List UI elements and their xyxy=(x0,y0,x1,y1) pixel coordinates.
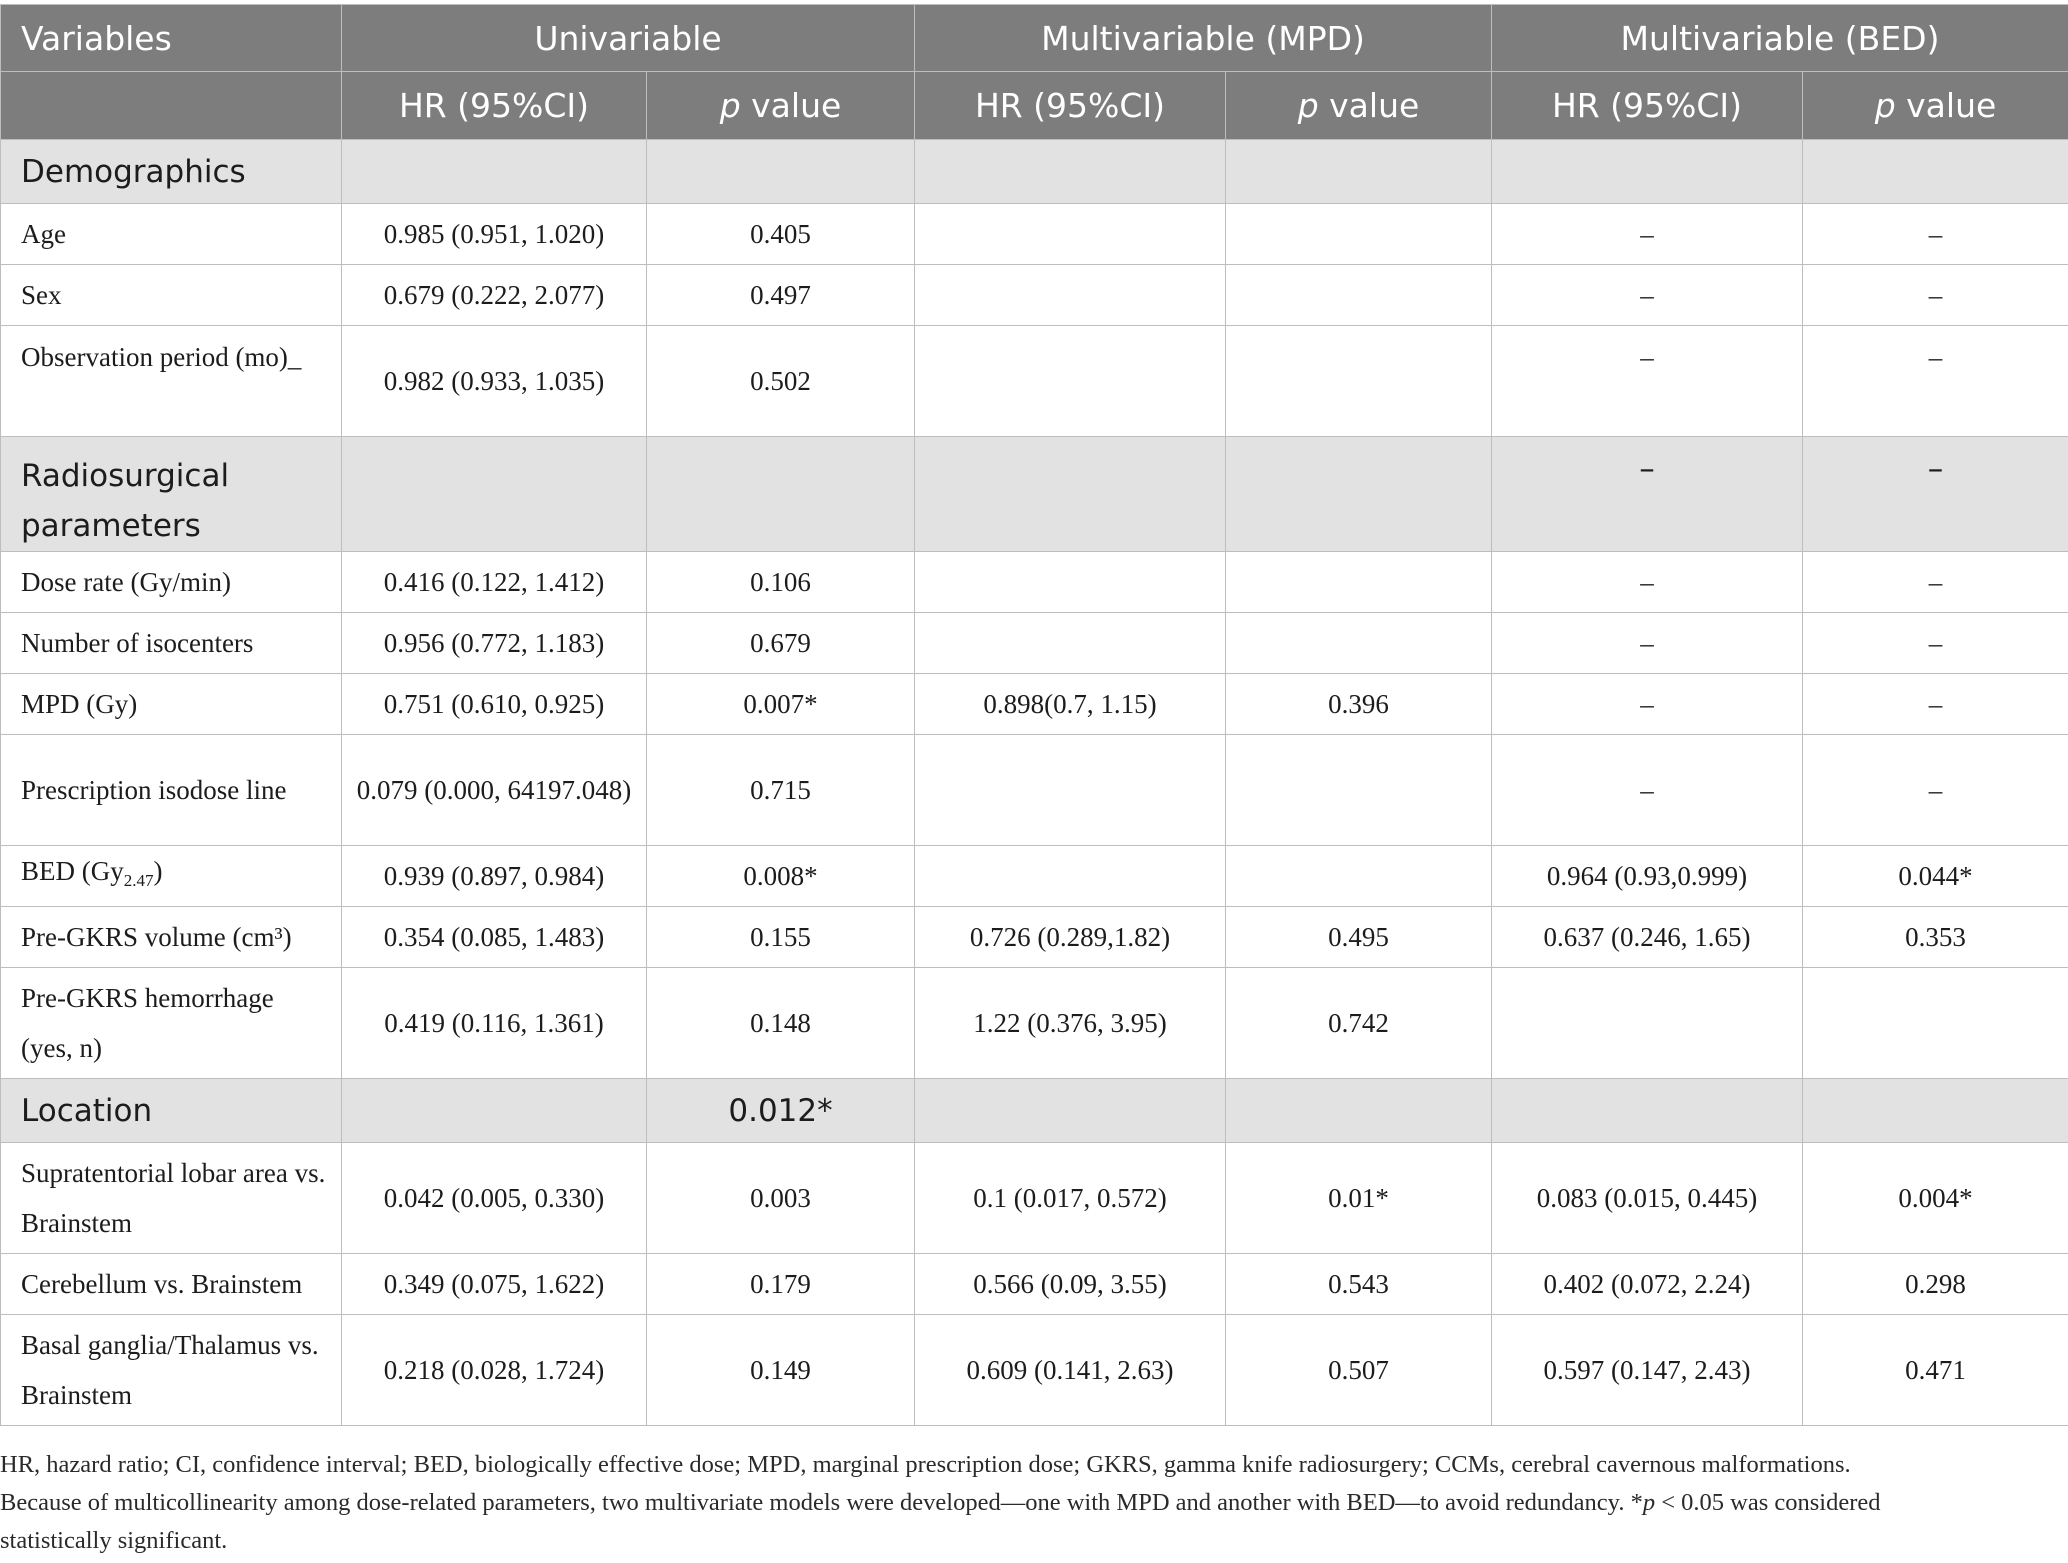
mpd-p-cell: 0.543 xyxy=(1226,1254,1492,1315)
mpd-p-cell xyxy=(1226,613,1492,674)
mpd-hr-cell xyxy=(915,735,1226,846)
uni-p-cell: 0.003 xyxy=(647,1143,915,1254)
bed-hr-cell: – xyxy=(1492,265,1803,326)
header-row-stats xyxy=(1,72,2068,140)
uni-hr-cell: 0.939 (0.897, 0.984) xyxy=(342,846,647,907)
table-row-mpd xyxy=(1,674,2068,735)
mpd-hr-cell: 0.609 (0.141, 2.63) xyxy=(915,1315,1226,1426)
row-label: Prescription isodose line xyxy=(1,735,342,846)
header-mpd-hr: HR (95%CI) xyxy=(915,72,1226,140)
uni-p-cell: 0.715 xyxy=(647,735,915,846)
bed-p-cell: 0.353 xyxy=(1803,907,2068,968)
table-row-basal-ganglia xyxy=(1,1315,2068,1426)
row-label: BED $(Gy_{2.47})$ xyxy=(1,846,342,907)
uni-p-cell: 0.497 xyxy=(647,265,915,326)
header-mpd-p: p value xyxy=(1226,72,1492,140)
footnote-abbreviations: HR, hazard ratio; CI, confidence interval; BED, biologically effective dose; MPD, marginal prescription dose; GKRS, gamma knife radiosurgery; CCMs, cerebral cavernous malformations. xyxy=(0,1451,1851,1478)
bed-hr-cell: – xyxy=(1492,326,1803,437)
mpd-p-cell xyxy=(1226,735,1492,846)
uni-hr-cell: 0.218 (0.028, 1.724) xyxy=(342,1315,647,1426)
row-label: MPD (Gy) xyxy=(1,674,342,735)
mpd-hr-cell: 0.726 (0.289,1.82) xyxy=(915,907,1226,968)
bed-hr-cell: – xyxy=(1492,204,1803,265)
bed-p-cell: – xyxy=(1803,265,2068,326)
header-uni-hr: HR (95%CI) xyxy=(342,72,647,140)
table-row-dose-rate xyxy=(1,552,2068,613)
mpd-hr-cell xyxy=(915,326,1226,437)
bed-hr-cell: – xyxy=(1492,613,1803,674)
mpd-hr-cell xyxy=(915,204,1226,265)
header-bed-hr: HR (95%CI) xyxy=(1492,72,1803,140)
row-label: Age xyxy=(1,204,342,265)
bed-p-cell: – xyxy=(1803,613,2068,674)
table-footnote xyxy=(0,1446,2060,1560)
header-variables: Variables xyxy=(1,5,342,72)
uni-hr-cell: 0.751 (0.610, 0.925) xyxy=(342,674,647,735)
row-label: Number of isocenters xyxy=(1,613,342,674)
row-label: Dose rate (Gy/min) xyxy=(1,552,342,613)
bed-p-cell: – xyxy=(1803,674,2068,735)
mpd-hr-cell xyxy=(915,613,1226,674)
table-row-cerebellum xyxy=(1,1254,2068,1315)
uni-p-cell: 0.149 xyxy=(647,1315,915,1426)
bed-hr-cell: 0.597 (0.147, 2.43) xyxy=(1492,1315,1803,1426)
cox-regression-table xyxy=(0,4,2068,1426)
table-row-supratentorial xyxy=(1,1143,2068,1254)
mpd-p-cell xyxy=(1226,204,1492,265)
section-label: Demographics xyxy=(1,140,342,204)
mpd-hr-cell xyxy=(915,265,1226,326)
bed-hr-cell: 0.402 (0.072, 2.24) xyxy=(1492,1254,1803,1315)
mpd-p-cell: 0.742 xyxy=(1226,968,1492,1079)
mpd-p-cell: 0.396 xyxy=(1226,674,1492,735)
uni-hr-cell: 0.985 (0.951, 1.020) xyxy=(342,204,647,265)
mpd-hr-cell: 0.1 (0.017, 0.572) xyxy=(915,1143,1226,1254)
mpd-p-cell: 0.01* xyxy=(1226,1143,1492,1254)
table-row-bed xyxy=(1,846,2068,907)
uni-p-cell: 0.155 xyxy=(647,907,915,968)
uni-p-cell: 0.012* xyxy=(647,1079,915,1143)
uni-p-cell: 0.148 xyxy=(647,968,915,1079)
bed-hr-cell: 0.083 (0.015, 0.445) xyxy=(1492,1143,1803,1254)
mpd-hr-cell: 0.566 (0.09, 3.55) xyxy=(915,1254,1226,1315)
header-row-groups xyxy=(1,5,2068,72)
bed-p-cell: – xyxy=(1803,326,2068,437)
bed-hr-cell: 0.964 (0.93,0.999) xyxy=(1492,846,1803,907)
bed-p-cell: 0.471 xyxy=(1803,1315,2068,1426)
row-label: Supratentorial lobar area vs. Brainstem xyxy=(1,1143,342,1254)
header-uni-p: p value xyxy=(647,72,915,140)
mpd-hr-cell xyxy=(915,846,1226,907)
mpd-p-cell xyxy=(1226,326,1492,437)
mpd-p-cell xyxy=(1226,265,1492,326)
results-table-container xyxy=(0,4,2068,1426)
mpd-p-cell: 0.495 xyxy=(1226,907,1492,968)
section-location xyxy=(1,1079,2068,1143)
table-row-age xyxy=(1,204,2068,265)
mpd-p-cell: 0.507 xyxy=(1226,1315,1492,1426)
bed-hr-cell: – xyxy=(1492,735,1803,846)
uni-p-cell: 0.405 xyxy=(647,204,915,265)
header-empty xyxy=(1,72,342,140)
uni-p-cell: 0.008* xyxy=(647,846,915,907)
uni-hr-cell: 0.419 (0.116, 1.361) xyxy=(342,968,647,1079)
row-label: Basal ganglia/Thalamus vs. Brainstem xyxy=(1,1315,342,1426)
table-row-hemorrhage xyxy=(1,968,2068,1079)
section-label: Radiosurgical parameters xyxy=(1,437,342,552)
uni-p-cell: 0.106 xyxy=(647,552,915,613)
header-univariable: Univariable xyxy=(342,5,915,72)
bed-p-cell: 0.298 xyxy=(1803,1254,2068,1315)
mpd-p-cell xyxy=(1226,552,1492,613)
bed-hr-cell: – xyxy=(1492,674,1803,735)
bed-hr-cell: – xyxy=(1492,437,1803,552)
header-bed-p: p value xyxy=(1803,72,2068,140)
uni-hr-cell: 0.354 (0.085, 1.483) xyxy=(342,907,647,968)
row-label: Pre-GKRS hemorrhage (yes, n) xyxy=(1,968,342,1079)
table-row-volume xyxy=(1,907,2068,968)
uni-hr-cell: 0.679 (0.222, 2.077) xyxy=(342,265,647,326)
uni-hr-cell: 0.349 (0.075, 1.622) xyxy=(342,1254,647,1315)
uni-p-cell: 0.502 xyxy=(647,326,915,437)
mpd-hr-cell: 0.898(0.7, 1.15) xyxy=(915,674,1226,735)
uni-hr-cell: 0.956 (0.772, 1.183) xyxy=(342,613,647,674)
uni-p-cell: 0.007* xyxy=(647,674,915,735)
header-multivariable-bed: Multivariable (BED) xyxy=(1492,5,2068,72)
table-row-sex xyxy=(1,265,2068,326)
bed-hr-cell: 0.637 (0.246, 1.65) xyxy=(1492,907,1803,968)
uni-p-cell: 0.179 xyxy=(647,1254,915,1315)
uni-hr-cell: 0.416 (0.122, 1.412) xyxy=(342,552,647,613)
mpd-p-cell xyxy=(1226,846,1492,907)
table-row-observation-period xyxy=(1,326,2068,437)
row-label: Pre-GKRS volume (cm³) xyxy=(1,907,342,968)
uni-hr-cell: 0.982 (0.933, 1.035) xyxy=(342,326,647,437)
bed-p-cell: – xyxy=(1803,437,2068,552)
table-row-isocenters xyxy=(1,613,2068,674)
uni-hr-cell: 0.042 (0.005, 0.330) xyxy=(342,1143,647,1254)
row-label: Cerebellum vs. Brainstem xyxy=(1,1254,342,1315)
section-radiosurgical-parameters xyxy=(1,437,2068,552)
uni-hr-cell: 0.079 (0.000, 64197.048) xyxy=(342,735,647,846)
bed-p-cell: 0.004* xyxy=(1803,1143,2068,1254)
bed-hr-cell: – xyxy=(1492,552,1803,613)
bed-p-cell: – xyxy=(1803,204,2068,265)
uni-p-cell: 0.679 xyxy=(647,613,915,674)
mpd-hr-cell: 1.22 (0.376, 3.95) xyxy=(915,968,1226,1079)
row-label: Observation period (mo)_ xyxy=(1,326,342,437)
footnote-multicollinearity: Because of multicollinearity among dose-related parameters, two multivariate models were developed—one with MPD and another with BED—to avoid redundancy. *p < 0.05 was considered xyxy=(0,1489,1881,1516)
section-demographics xyxy=(1,140,2068,204)
section-label: Location xyxy=(1,1079,342,1143)
bed-p-cell: – xyxy=(1803,552,2068,613)
row-label: Sex xyxy=(1,265,342,326)
bed-hr-cell xyxy=(1492,968,1803,1079)
bed-p-cell: 0.044* xyxy=(1803,846,2068,907)
bed-p-cell xyxy=(1803,968,2068,1079)
table-row-isodose-line xyxy=(1,735,2068,846)
header-multivariable-mpd: Multivariable (MPD) xyxy=(915,5,1492,72)
bed-p-cell: – xyxy=(1803,735,2068,846)
mpd-hr-cell xyxy=(915,552,1226,613)
footnote-significance: statistically significant. xyxy=(0,1527,228,1554)
